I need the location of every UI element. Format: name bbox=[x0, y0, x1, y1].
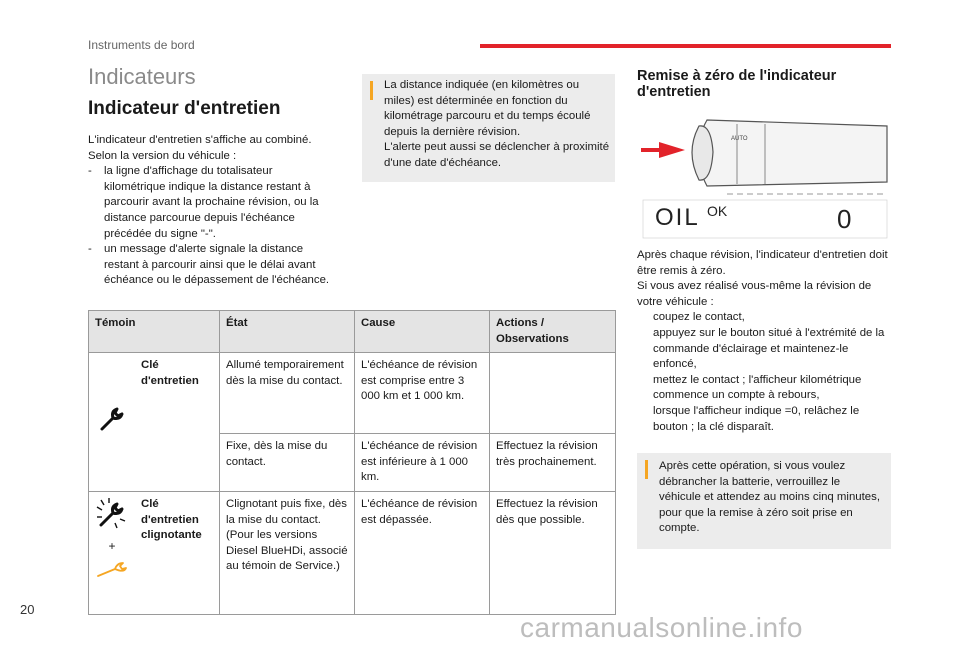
action-cell bbox=[490, 353, 616, 434]
cause-cell: L'échéance de révision est dépassée. bbox=[355, 491, 490, 614]
reset-step bbox=[637, 310, 891, 326]
indicator-name: Clé d'entretien bbox=[135, 353, 220, 492]
service-wrench-icon bbox=[95, 560, 129, 580]
action-cell: Effectuez la révision très prochainement. bbox=[490, 434, 616, 492]
bullet-icon bbox=[637, 326, 653, 373]
info-box bbox=[362, 74, 615, 182]
indicator-table bbox=[88, 310, 616, 615]
info-text: Après cette opération, si vous voulez débrancher la batterie, verrouillez le véhicule et attendez au moins cinq minutes, pour que la remise à zéro soit prise en compte. bbox=[659, 460, 880, 535]
intro-text bbox=[88, 133, 333, 289]
page-title: Indicateurs bbox=[88, 64, 196, 89]
bullet-icon bbox=[637, 373, 653, 404]
table-row bbox=[89, 353, 616, 434]
header-accent-bar bbox=[480, 44, 891, 48]
table-header: État bbox=[220, 311, 355, 353]
watermark: carmanualsonline.info bbox=[520, 612, 803, 643]
info-text: La distance indiquée (en kilomètres ou miles) est déterminée en fonction du kilométrage parcouru et du temps écoulé depuis la dernière révision. L'alerte peut aussi se déclencher à proximité d'une date d'échéance. bbox=[384, 79, 610, 169]
info-icon bbox=[645, 460, 648, 479]
intro-item bbox=[88, 242, 333, 289]
cause-cell: L'échéance de révision est comprise entre 3 000 km et 1 000 km. bbox=[355, 353, 490, 434]
reset-step bbox=[637, 326, 891, 373]
reset-lead: Après chaque révision, l'indicateur d'entretien doit être remis à zéro. Si vous avez réalisé vous-même la révision de votre véhicule : bbox=[637, 249, 888, 308]
state-cell: Allumé temporairement dès la mise du contact. bbox=[220, 353, 355, 434]
indicator-name: Clé d'entretien clignotante bbox=[135, 491, 220, 614]
state-cell: Clignotant puis fixe, dès la mise du contact. (Pour les versions Diesel BlueHDi, associé au témoin de Service.) bbox=[220, 491, 355, 614]
stalk-illustration bbox=[637, 112, 891, 242]
table-header: Actions / Observations bbox=[490, 311, 616, 353]
plus-sign: + bbox=[108, 538, 116, 553]
blinking-wrench-icon-cell bbox=[89, 491, 136, 614]
display-ok: OK bbox=[707, 203, 728, 219]
intro-item-text: la ligne d'affichage du totalisateur kilométrique indique la distance restant à parcourir avant la prochaine révision, ou la distance parcourue depuis l'échéance précédée du signe "-". bbox=[104, 165, 319, 240]
table-header: Témoin bbox=[89, 311, 220, 353]
page-number: 20 bbox=[20, 602, 35, 617]
table-row bbox=[89, 491, 616, 614]
reset-instructions bbox=[637, 248, 891, 435]
dash-marker: - bbox=[88, 165, 92, 178]
section-header: Instruments de bord bbox=[88, 38, 195, 52]
action-cell: Effectuez la révision dès que possible. bbox=[490, 491, 616, 614]
reset-step-text: coupez le contact, bbox=[653, 311, 745, 324]
dash-marker: - bbox=[88, 243, 92, 256]
info-box bbox=[637, 453, 891, 549]
reset-step-text: mettez le contact ; l'afficheur kilométrique commence un compte à rebours, bbox=[653, 373, 862, 402]
intro-lead: L'indicateur d'entretien s'affiche au combiné. Selon la version du véhicule : bbox=[88, 134, 312, 162]
cause-cell: L'échéance de révision est inférieure à 1 000 km. bbox=[355, 434, 490, 492]
intro-item bbox=[88, 164, 333, 242]
section-title: Indicateur d'entretien bbox=[88, 98, 281, 119]
reset-title: Remise à zéro de l'indicateur d'entretien bbox=[637, 68, 837, 100]
state-cell: Fixe, dès la mise du contact. bbox=[220, 434, 355, 492]
bullet-icon bbox=[637, 404, 653, 435]
reset-step-text: appuyez sur le bouton situé à l'extrémité de la commande d'éclairage et maintenez-le enfoncé, bbox=[653, 326, 885, 371]
wrench-icon-cell bbox=[89, 353, 136, 492]
wrench-icon bbox=[98, 405, 126, 433]
reset-step bbox=[637, 404, 891, 435]
intro-item-text: un message d'alerte signale la distance restant à parcourir ainsi que le délai avant échéance ou le dépassement de l'échéance. bbox=[104, 243, 330, 287]
blinking-wrench-icon bbox=[95, 497, 129, 531]
table-header-row bbox=[89, 311, 616, 353]
reset-step-text: lorsque l'afficheur indique =0, relâchez le bouton ; la clé disparaît. bbox=[653, 404, 860, 433]
display-oil: OIL bbox=[655, 204, 700, 231]
reset-step bbox=[637, 373, 891, 404]
display-zero: 0 bbox=[837, 204, 852, 234]
info-icon bbox=[370, 81, 373, 100]
stalk-label: AUTO bbox=[731, 136, 748, 142]
bullet-icon bbox=[637, 310, 653, 326]
table-header: Cause bbox=[355, 311, 490, 353]
